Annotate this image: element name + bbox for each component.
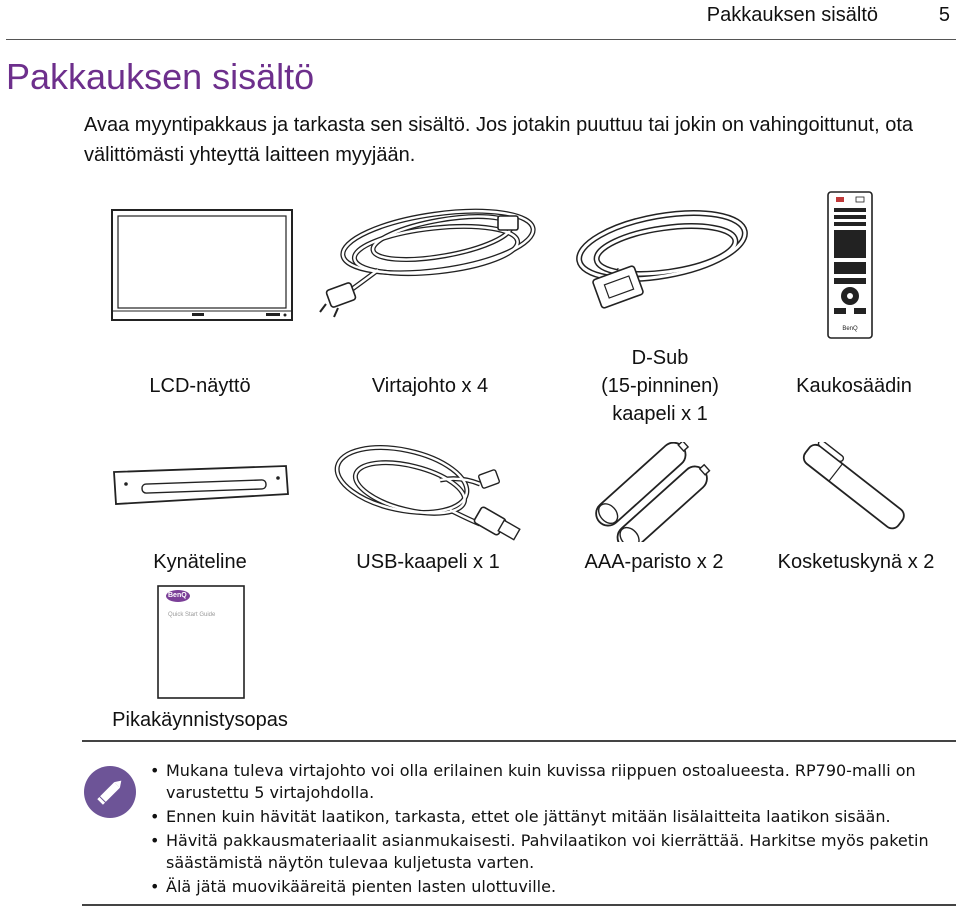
remote-control-image [826,190,874,340]
dsub-cable-label-line2: (15-pinninen) [601,375,719,397]
dsub-cable-label-line1: D-Sub [631,347,689,369]
note-item: • Hävitä pakkausmateriaalit asianmukaisesti. Pahvilaatikon voi kierrättää. Harkitse myös paketin säästämistä näytön tulevaa kuljetusta varten. [150,830,950,874]
page-title: Pakkauksen sisältö [6,56,315,97]
usb-cable-label: USB-kaapeli x 1 [356,551,500,573]
quick-start-guide-image [156,584,246,700]
page-header [0,0,960,40]
dsub-cable-label [560,344,760,428]
quick-start-guide-label: Pikakäynnistysopas [112,709,288,731]
aaa-batteries-label: AAA-paristo x 2 [584,551,724,573]
header-rule [6,39,956,40]
intro-text: Avaa myyntipakkaus ja tarkasta sen sisältö. Jos jotakin puuttuu tai jokin on vahingoittunut, ota välittömästi yhteyttä laitteen myyjään. [84,114,914,166]
pencil-icon [84,766,136,818]
notes-bottom-rule [82,904,956,906]
stylus-pen-image [794,442,914,534]
header-page-number: 5 [938,4,950,26]
benq-logo: BenQ [168,592,187,599]
dsub-cable-label-line3: kaapeli x 1 [612,403,708,425]
quick-start-guide-cover-text: Quick Start Guide [168,612,216,618]
stylus-pen-label: Kosketuskynä x 2 [777,551,935,573]
pen-tray-label: Kynäteline [153,551,247,573]
dsub-cable-image [570,200,760,320]
note-item: • Älä jätä muovikääreitä pienten lasten ulottuville. [150,876,950,898]
remote-control-label: Kaukosäädin [796,375,912,397]
note-item: • Mukana tuleva virtajohto voi olla erilainen kuin kuvissa riippuen ostoalueesta. RP790-malli on varustettu 5 virtajohdolla. [150,760,950,804]
aaa-batteries-image [588,442,724,542]
power-cord-image [318,200,540,320]
svg-text:BenQ: BenQ [842,326,858,332]
notes-list [150,760,950,900]
pen-tray-image [108,462,292,508]
power-cord-label: Virtajohto x 4 [371,375,489,397]
usb-cable-image [330,440,526,544]
lcd-display-label: LCD-näyttö [149,375,251,397]
note-item: • Ennen kuin hävität laatikon, tarkasta, ettet ole jättänyt mitään lisälaitteita laatikon sisään. [150,806,950,828]
notes-top-rule [82,740,956,742]
header-section-title: Pakkauksen sisältö [706,4,878,26]
lcd-display-image [110,208,294,322]
